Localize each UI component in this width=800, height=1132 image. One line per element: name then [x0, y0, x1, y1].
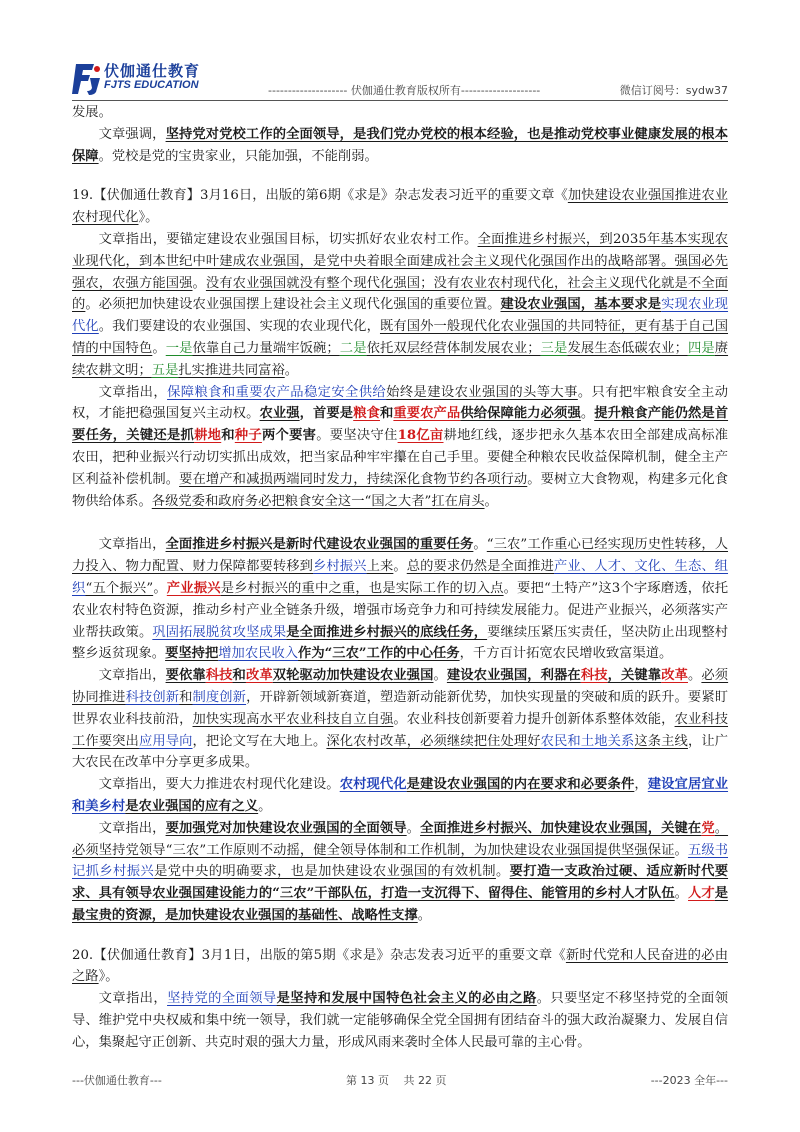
page-header [72, 62, 728, 102]
text-run: ，让广大农民在改革中分享更多成果。 [72, 733, 729, 771]
text-run: 要继续压紧压实责任，坚决防止出现整村整乡返贫现象。 [72, 624, 729, 662]
text-run: 总的要求仍然是全面推进 [406, 559, 555, 575]
text-run: 双轮驱动加快建设农业强国 [272, 668, 434, 684]
text-run: 提升粮食产能仍然是首要任务，关键还是抓 [72, 406, 729, 444]
text-run: 。 [674, 842, 688, 858]
header-divider [72, 100, 728, 101]
text-run: 。要树立大食物观，构建多元化食物供给体系。 [72, 471, 729, 509]
text-run: 文章指出， [98, 820, 166, 836]
text-run: 建设农业强国，基本要求是 [500, 297, 662, 313]
text-run: 和 [232, 668, 246, 684]
text-run: 。只有把牢粮食安全主动权，才能把稳强国复兴主动权。 [72, 384, 729, 422]
text-run: 粮食 [353, 406, 380, 422]
text-run: 。 [393, 559, 407, 575]
spacer [72, 927, 728, 945]
article-title: 新时代党和人民奋进的必由之路 [72, 947, 728, 985]
text-run: 。 [192, 275, 206, 291]
item19-paragraph-5 [72, 774, 728, 818]
text-run: 文章指出，要锚定建设农业强国目标，切实抓好农业农村工作。 [98, 231, 478, 247]
text-run: 》。 [138, 210, 159, 226]
text-run: 。 [484, 493, 498, 509]
text-run: 依靠自己力量端牢饭碗； [192, 340, 340, 356]
text-run: 。 [473, 537, 487, 553]
text-run: ，千方百计拓宽农民增收致富渠道。 [459, 646, 673, 662]
text-run: 必须协同推进 [72, 668, 729, 705]
text-run: 种子 [234, 428, 262, 444]
text-run: 巩固拓展脱贫攻坚成果 [152, 624, 287, 640]
text-run: “三农”工作重心已经实现历史性转移，人力投入、物力配置、财力保障都要转移到 [72, 537, 729, 575]
text-run: 全面推进乡村振兴、加快建设农业强国，关键在 [420, 820, 702, 836]
text-run: 科技创新 [125, 689, 180, 705]
article-title: 加快建设农业强国推进农业农村现代化 [72, 188, 728, 226]
item19-title [72, 185, 728, 229]
text-run: ，把论文写在大地上。 [192, 733, 327, 749]
text-run: 依托双层经营体制发展农业； [366, 340, 541, 356]
document-body [72, 102, 728, 1054]
text-run: 是最宝贵的资源，是加快建设农业强国的基础性、战略性支撑 [72, 886, 729, 923]
text-run: 建设宜居宜业和美乡村 [72, 777, 729, 814]
item19-paragraph-3 [72, 534, 728, 665]
text-run: 是乡村振兴的重中之重，也是实际工作的切入点 [220, 580, 504, 596]
text-run: 人才 [688, 886, 715, 902]
text-run: 。 [153, 580, 167, 596]
text-run: 农民和土地关系 [540, 733, 635, 749]
text-run: 乡村振兴 [313, 559, 367, 575]
text-run: 。必须坚持党领导“三农”工作原则不动摇，健全领导体制和工作机制，为加快建设农业强国提供坚强保证 [72, 820, 729, 858]
text-run: 要加强党对加快建设农业强国的全面领导 [165, 820, 407, 836]
text-run: 和 [221, 428, 235, 444]
text-run: 既有国外一般现代化农业强国的共同特征，更有基于自己国情的中国特色 [72, 319, 729, 356]
text-run: 。 [674, 886, 689, 902]
text-run: 作为“三农”工作的中心任务 [298, 646, 460, 662]
text-run: 文章指出， [98, 991, 168, 1007]
page-footer [72, 1072, 728, 1092]
text-run: 一是 [165, 340, 193, 356]
text-run: 发展生态低碳农业； [567, 340, 688, 356]
text-run: 农业强 [259, 406, 300, 422]
text-run: 没有农业强国就没有整个现代化强国；没有农业农村现代化，社会主义现代化就是不全面的 [72, 275, 729, 313]
text-run: 和 [179, 689, 193, 705]
header-wechat-id: 微信订阅号：sydw37 [619, 84, 728, 97]
text-run: 四是 [687, 340, 715, 356]
text-run: 。 [433, 668, 447, 684]
logo-english-name: FJTS EDUCATION [104, 79, 199, 91]
text-run: 二是 [339, 340, 367, 356]
text-run: 文章强调， [98, 126, 166, 142]
text-run: 是坚持和发展中国特色社会主义的必由之路 [276, 991, 537, 1007]
text-run: 要在增产和减损两端同时发力，持续深化食物节约各项行动 [179, 471, 528, 487]
text-run: 党 [701, 820, 715, 836]
text-run: 文章指出， [98, 668, 166, 684]
text-run: 坚持党的全面领导 [167, 991, 277, 1007]
text-run: 是党中央的明确要求，也是加快建设农业强国的有效机制 [154, 864, 496, 880]
text-run: 深化农村改革，必须继续把住处理好 [326, 733, 541, 749]
text-run: 要坚持把 [165, 646, 219, 662]
text-run: 。要坚决守住 [316, 428, 398, 444]
text-run: 这条主线 [634, 733, 688, 749]
text-run: 供给保障能力必须强 [460, 406, 581, 422]
text-run: 加快实现高水平农业科技自立自强 [192, 711, 394, 727]
text-run: “五个振兴” [85, 580, 154, 596]
brand-logo [72, 62, 272, 98]
text-run: 。 [688, 668, 702, 684]
item20-title [72, 945, 728, 989]
text-run: 。 [152, 340, 166, 356]
text-run: 应用导向 [138, 733, 193, 749]
text-run: 建设农业强国，利器在 [446, 668, 581, 684]
text-run: 始终是建设农业强国的头等大事 [386, 384, 578, 400]
text-run: 制度创新 [192, 689, 247, 705]
text-run: 。只要坚定不移坚持党的全面领导、维护党中央权威和集中统一领导，我们就一定能够确保全党全国拥有团结奋斗的强大政治凝聚力、发展自信心，集聚起守正创新、共克时艰的强大力量，形成风雨来袭时全体人民最可靠的主心骨。 [72, 991, 729, 1050]
text-run: 。我们要建设的农业强国、实现的农业现代化， [98, 319, 380, 335]
text-run: 要打造一支政治过硬、适应新时代要求、具有领导农业强国建设能力的“三农”干部队伍，打造一支沉得下、留得住、能管用的乡村人才队伍 [72, 864, 729, 902]
text-run: 农村现代化 [339, 777, 407, 793]
text-run: 。必须把加快建设农业强国摆上建设社会主义现代化强国的重要位置。 [85, 297, 501, 313]
text-run: 改革 [245, 668, 273, 684]
text-run: 。 [258, 798, 272, 814]
text-run: 扎实推进共同富裕 [178, 362, 285, 378]
text-run: 是农业强国的应有之义 [125, 798, 259, 814]
item19-paragraph-6 [72, 818, 728, 927]
text-run: 。要把“土特产”这3个字琢磨透，依托农业农村特色资源，推动乡村产业全链条升级，增强市场竞争力和可持续发展能力。促进产业振兴，必须落实产业帮扶政策。 [72, 580, 729, 640]
text-run: 两个要害 [261, 428, 317, 444]
text-run: 科技 [205, 668, 233, 684]
item18-summary-paragraph [72, 124, 728, 168]
text-run: 。 [284, 362, 299, 378]
page-number: 第 13 页 共 22 页 [346, 1074, 447, 1087]
text-run: 18亿亩 [397, 428, 444, 444]
item19-paragraph-4 [72, 665, 728, 774]
key-phrase: 坚持党对党校工作的全面领导，是我们党办党校的根本经验，也是推动党校事业健康发展的根本保障 [72, 126, 728, 164]
text-run: 五是 [151, 362, 179, 378]
text-run: 五级书记抓乡村振兴 [72, 842, 728, 880]
text-run: ， [634, 777, 648, 793]
text-run: 上来 [366, 559, 394, 575]
text-run: 文章指出，要大力推进农村现代化建设。 [98, 777, 340, 793]
text-run: 。农业科技创新要着力提升创新体系整体效能， [393, 711, 675, 727]
text-run: 。 [406, 820, 421, 836]
text-run: 耕地 [194, 428, 222, 444]
text-run: 要依靠 [165, 668, 206, 684]
item18-tail-line: 发展。 [72, 105, 112, 120]
text-run: 。 [495, 864, 510, 880]
text-run: 增加农民收入 [218, 646, 299, 662]
text-run: 各级党委和政府务必把粮食安全这一“国之大者”扛在肩头 [151, 493, 485, 509]
spacer [72, 512, 728, 534]
text-run: ，开辟新领域新赛道，塑造新动能新优势，加快实现量的突破和质的跃升。要紧盯世界农业科技前沿， [72, 689, 729, 727]
fjts-logo-icon [72, 62, 102, 96]
header-copyright: -------------------- 伏伽通仕教育版权所有-------------------- [268, 84, 541, 97]
text-run: 是建设农业强国的内在要求和必要条件 [406, 777, 635, 793]
text-run: 耕地红线，逐步把永久基本农田全部建成高标准农田，把种业振兴行动切实抓出成效，把当家品种牢牢攥在自己手里。要健全种粮农民收益保障机制，健全主产区利益补偿机制。 [72, 428, 729, 487]
text-run: 赓续农耕文明； [72, 340, 729, 378]
item20-paragraph-1 [72, 988, 728, 1053]
text-run: 文章指出， [98, 384, 168, 400]
text-run: 产业、人才、文化、生态、组织 [72, 559, 729, 596]
text-run: 保障粮食和重要农产品稳定安全供给 [167, 384, 387, 400]
text-run: 三是 [540, 340, 568, 356]
text-run: 20.【伏伽通仕教育】3月1日，出版的第5期《求是》杂志发表习近平的重要文章《 [72, 947, 566, 963]
text-run: 。 [417, 907, 432, 923]
text-run: 和 [379, 406, 394, 422]
text-run: 19.【伏伽通仕教育】3月16日，出版的第6期《求是》杂志发表习近平的重要文章《 [72, 188, 568, 204]
text-run: 改革 [661, 668, 688, 684]
text-run: 文章指出， [98, 537, 166, 553]
text-run: 全面推进乡村振兴是新时代建设农业强国的重要任务 [165, 537, 474, 553]
text-run: 》。 [98, 969, 119, 985]
text-run: 科技 [580, 668, 608, 684]
text-run: ，首要是 [299, 406, 354, 422]
text-run: 是全面推进乡村振兴的底线任务， [286, 624, 488, 640]
item19-paragraph-2 [72, 382, 728, 513]
item19-paragraph-1 [72, 229, 728, 382]
footer-year: ---2023 全年--- [650, 1074, 728, 1087]
text-run: 产业振兴 [166, 580, 221, 596]
logo-chinese-name: 伏伽通仕教育 [104, 62, 201, 80]
text-run: 。 [580, 406, 595, 422]
text-run: ，关键靠 [607, 668, 662, 684]
text-run: 。党校是党的宝贵家业，只能加强，不能削弱。 [98, 148, 378, 164]
text-run: 实现农业现代化 [72, 297, 729, 335]
text-run: 重要农产品 [393, 406, 461, 422]
footer-brand: ---伏伽通仕教育--- [72, 1074, 162, 1087]
spacer [72, 167, 728, 185]
text-run: 农业科技工作要突出 [72, 711, 729, 749]
text-run: 全面推进乡村振兴，到2035年基本实现农业现代化，到本世纪中叶建成农业强国，是党中央着眼全面建成社会主义现代化强国作出的战略部署。强国必先强农，农强方能国强 [72, 231, 729, 291]
